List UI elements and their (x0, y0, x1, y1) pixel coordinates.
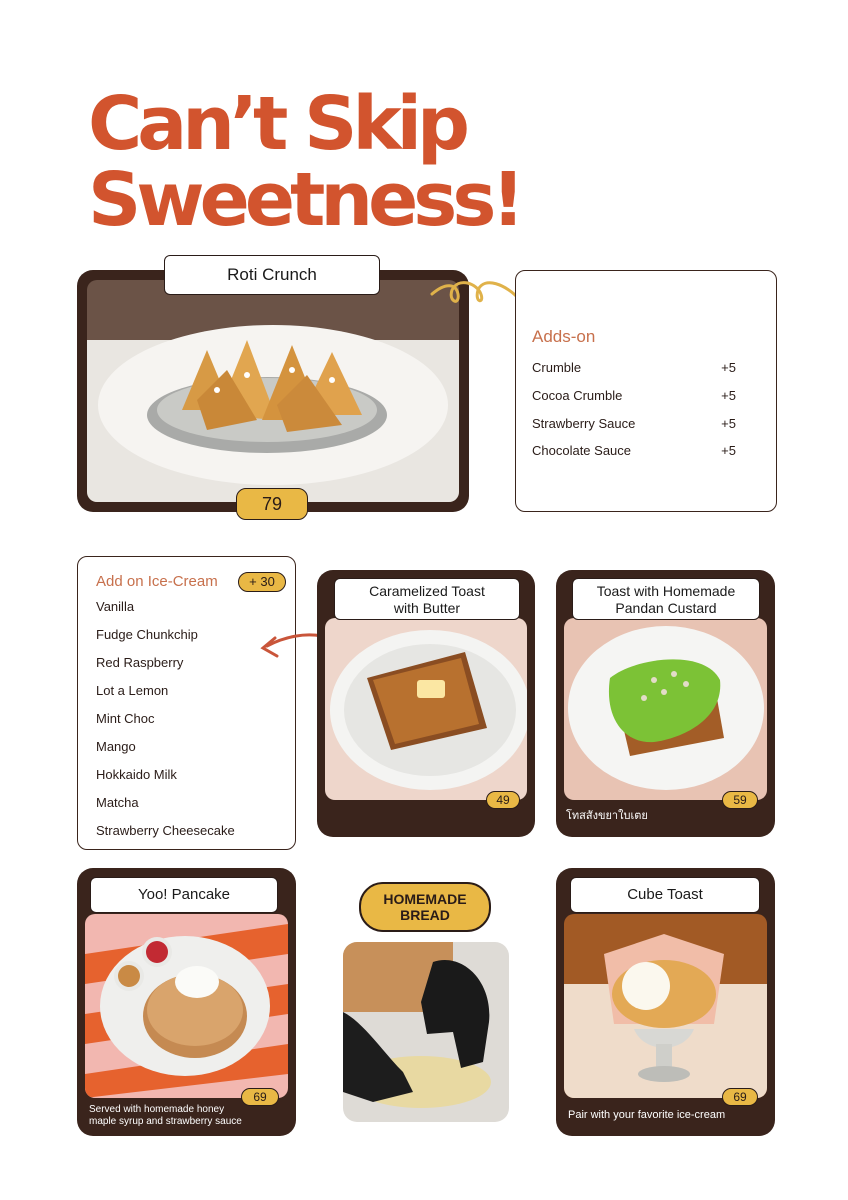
icecream-title: Add on Ice-Cream (96, 573, 218, 590)
icecream-flavor: Mint Choc (96, 711, 155, 726)
pancake-price-text: 69 (253, 1090, 267, 1104)
addon-label: Cocoa Crumble (532, 388, 623, 403)
caramelized-toast-price (486, 791, 520, 809)
addon-price: +5 (721, 360, 736, 375)
addon-label: Crumble (532, 360, 582, 375)
roti-crunch-card (77, 270, 469, 512)
addon-price: +5 (721, 388, 736, 403)
pancake-caption-line-1: Served with homemade honey (89, 1104, 225, 1115)
pandan-toast-title-line-2: Pandan Custard (615, 600, 717, 616)
icecream-price (238, 572, 286, 592)
pandan-toast-caption: โทสสังขยาใบเตย (566, 810, 648, 822)
addon-label: Chocolate Sauce (532, 443, 632, 458)
addon-item-strawberry-sauce (532, 416, 736, 431)
headline-line-2: Sweetness! (88, 157, 521, 243)
pancake-photo (85, 914, 288, 1098)
cube-toast-photo (564, 914, 767, 1098)
roti-crunch-photo (87, 280, 459, 502)
icecream-flavor: Lot a Lemon (96, 683, 169, 698)
icecream-flavor: Vanilla (96, 599, 135, 614)
icecream-flavor: Hokkaido Milk (96, 767, 177, 782)
pancake-title-text: Yoo! Pancake (137, 886, 231, 903)
caramelized-toast-photo (325, 618, 527, 800)
roti-crunch-title-text: Roti Crunch (227, 265, 317, 284)
pandan-toast-price (722, 791, 758, 809)
pancake-caption (89, 1104, 242, 1128)
pancake-title (90, 877, 278, 913)
icecream-flavor: Strawberry Cheesecake (96, 823, 235, 838)
icecream-flavor: Fudge Chunkchip (96, 627, 198, 642)
pandan-toast-title (572, 578, 760, 620)
caramelized-toast-title (334, 578, 520, 620)
cube-toast-title-text: Cube Toast (627, 886, 703, 903)
addon-item-cocoa-crumble (532, 388, 736, 403)
headline-line-1: Can’t Skip (88, 81, 466, 167)
bread-badge-line-1: HOMEMADE (383, 891, 467, 907)
addon-price: +5 (721, 443, 736, 458)
page-headline (88, 81, 588, 243)
addon-item-crumble (532, 360, 736, 375)
cube-toast-price (722, 1088, 758, 1106)
pandan-toast-photo (564, 618, 767, 800)
addon-item-chocolate-sauce (532, 443, 736, 458)
addon-label: Strawberry Sauce (532, 416, 636, 431)
homemade-bread-photo (343, 942, 509, 1122)
pandan-toast-price-text: 59 (733, 793, 747, 807)
homemade-bread-badge (359, 882, 491, 932)
caramelized-toast-price-text: 49 (496, 793, 510, 807)
caramelized-toast-title-line-2: with Butter (393, 600, 461, 616)
addons-title: Adds-on (532, 327, 596, 346)
pandan-toast-title-line-1: Toast with Homemade (596, 583, 736, 599)
addon-price: +5 (721, 416, 736, 431)
addons-panel (515, 270, 777, 512)
icecream-panel (77, 556, 296, 850)
pancake-caption-line-2: maple syrup and strawberry sauce (89, 1116, 242, 1127)
icecream-flavor: Matcha (96, 795, 139, 810)
icecream-flavor: Red Raspberry (96, 655, 184, 670)
cube-toast-price-text: 69 (733, 1090, 747, 1104)
caramelized-toast-title-line-1: Caramelized Toast (369, 583, 485, 599)
cube-toast-caption: Pair with your favorite ice-cream (568, 1109, 726, 1121)
roti-crunch-price-text: 79 (261, 494, 283, 514)
pancake-price (241, 1088, 279, 1106)
icecream-price-text: + 30 (249, 574, 275, 589)
roti-crunch-price (236, 488, 308, 520)
icecream-flavor: Mango (96, 739, 136, 754)
cube-toast-title (570, 877, 760, 913)
bread-badge-line-2: BREAD (400, 907, 450, 923)
roti-crunch-title (164, 255, 380, 295)
